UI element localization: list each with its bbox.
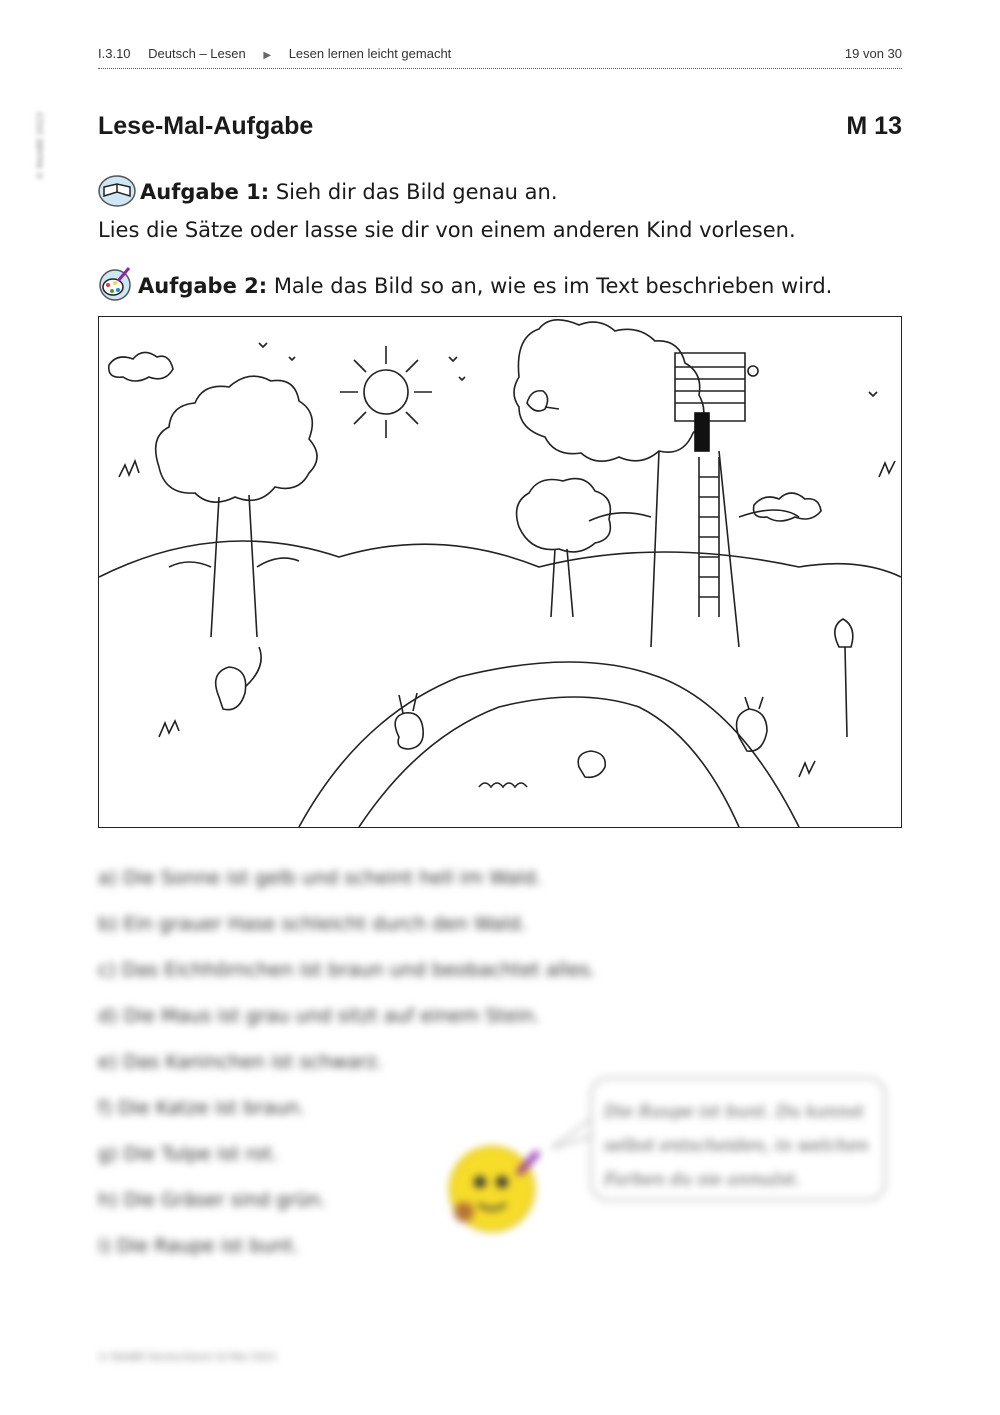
triangle-icon: ▶ — [263, 50, 272, 61]
material-code: M 13 — [846, 112, 902, 140]
palette-icon — [98, 265, 134, 309]
task-1-label: Aufgabe 1: — [140, 180, 270, 204]
sun — [340, 346, 432, 438]
bird — [527, 391, 559, 411]
sidebar-copyright: © RAABE 2023 — [36, 112, 46, 180]
task-2-text: Male das Bild so an, wie es im Text beschrieben wird. — [267, 274, 833, 298]
list-item: i) Die Raupe ist bunt. — [98, 1235, 299, 1257]
page-header — [98, 44, 902, 69]
book-icon — [98, 175, 136, 215]
list-item: f) Die Katze ist braun. — [98, 1097, 306, 1119]
list-item: a) Die Sonne ist gelb und scheint hell im Wald. — [98, 867, 542, 889]
header-code: I.3.10 — [98, 46, 131, 61]
task-1-line2: Lies die Sätze oder lasse sie dir von einem anderen Kind vorlesen. — [98, 218, 796, 242]
list-item: c) Das Eichhörnchen ist braun und beobachtet alles. — [98, 959, 596, 981]
page-number: 19 von 30 — [844, 46, 902, 61]
task-2-label: Aufgabe 2: — [138, 274, 268, 298]
task-1 — [98, 175, 796, 245]
list-item: h) Die Gräser sind grün. — [98, 1189, 327, 1211]
task-2 — [98, 265, 832, 309]
mascot-icon — [440, 1134, 550, 1244]
blurred-region — [0, 474, 1000, 1415]
task-1-text: Sieh dir das Bild genau an. — [269, 180, 558, 204]
list-item: b) Ein grauer Hase schleicht durch den Wald. — [98, 913, 527, 935]
page-title: Lese-Mal-Aufgabe — [98, 112, 314, 140]
treehouse — [675, 353, 758, 451]
list-item: e) Das Kaninchen ist schwarz. — [98, 1051, 383, 1073]
list-item: g) Die Tulpe ist rot. — [98, 1143, 279, 1165]
speech-bubble: Die Raupe ist bunt. Du kannst selbst entscheiden, in welchen Farben du sie anmalst. — [590, 1077, 886, 1201]
list-item: d) Die Maus ist grau und sitzt auf einem Stein. — [98, 1005, 540, 1027]
header-topic: Lesen lernen leicht gemacht — [288, 46, 452, 61]
header-subject: Deutsch – Lesen — [148, 46, 246, 61]
cloud-left — [109, 352, 173, 381]
footer-copyright: © RAABE Deutschland 10 Mai 2023 — [98, 1352, 277, 1363]
